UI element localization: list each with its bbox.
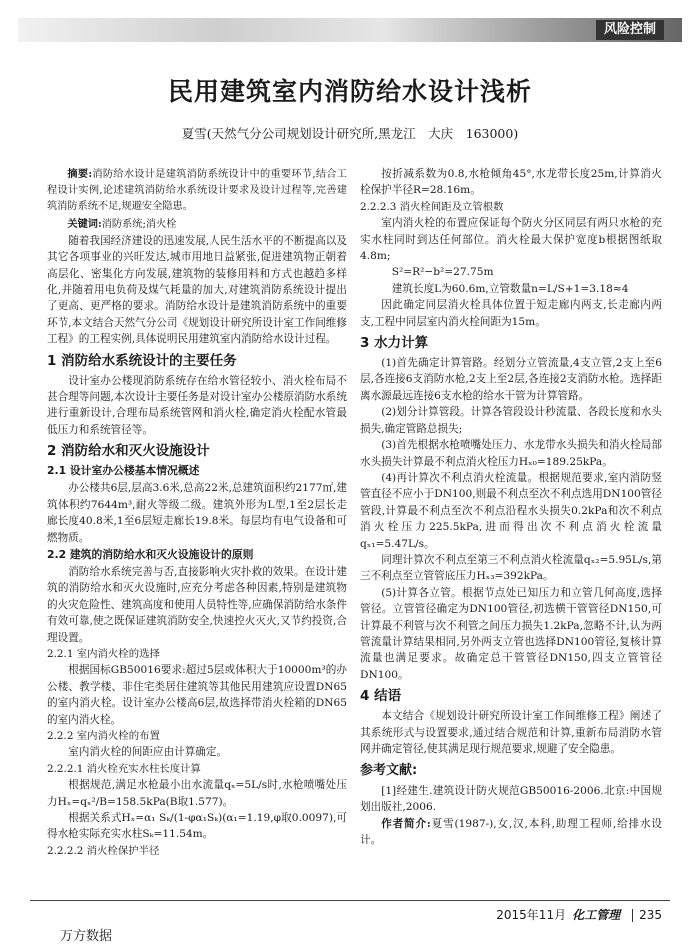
- abstract: [47, 166, 347, 216]
- right-column: [360, 166, 662, 848]
- bio-text: 夏雪(1987-),女,汉,本科,助理工程师,给排水设计。: [360, 817, 662, 847]
- section-3-heading: 3 水力计算: [360, 335, 429, 352]
- section-2-2-2-1-text1: 根据规范,满足水枪最小出水流量qₓ=5L/s时,水枪喷嘴处压力Hₓ=qₓ²/B=158.5kPa(B取1.577)。: [47, 779, 347, 808]
- section-2-1-heading: 2.1 设计室办公楼基本情况概述: [47, 464, 200, 478]
- section-2-heading: 2 消防给水和灭火设施设计: [47, 443, 210, 460]
- calc-step-4b: 同理计算次不利点至第三不利点消火栓流量qₓ₂=5.95L/s,第三不利点至立管管底压力Hₓ₃=392kPa。: [360, 553, 662, 583]
- calc-step-5: (5)计算各立管。根据节点处已知压力和立管几何高度,选择管径。立管管径确定为DN100管径,初选横干管管径DN150,可计算最不利管与次不利管之间压力损失1.2kPa,忽略不计,认为两管流量计算结果相同,另外两支立管也选择DN100管径,复核计算流量也满足要求。故确定总干管管径DN150,四支立管管径DN100。: [360, 586, 662, 681]
- spacing-formula: S²=R²−b²=27.75m: [391, 266, 494, 279]
- footer-rule: [30, 900, 670, 901]
- calc-step-3: (3)首先根据水枪喷嘴处压力、水龙带水头损失和消火栓局部水头损失计算最不利点消火栓压力Hₓ₀=189.25kPa。: [360, 439, 662, 468]
- header-band: [18, 18, 682, 42]
- abstract-label: 摘要:: [67, 168, 93, 180]
- section-2-2-2-1-text2: 根据关系式Hₓ=α₁ Sₖ/(1-φα₁Sₖ)(α₁=1.19,φ取0.0097),可得水枪实际充实水柱Sₖ=11.54m。: [47, 812, 347, 841]
- section-2-2-1-heading: 2.2.1 室内消火栓的选择: [47, 647, 160, 660]
- hydrant-spacing-conclusion: 因此确定同层消火栓具体位置于短走廊内两支,长走廊内两支,工程中同层室内消火栓间距为15m。: [360, 299, 662, 328]
- section-2-2-2-1-heading: 2.2.2.1 消火栓充实水柱长度计算: [47, 762, 201, 775]
- issue-date: 2015年11月: [496, 908, 567, 922]
- section-2-2-2-text: 室内消火栓的间距应由计算确定。: [68, 746, 228, 759]
- section-4-heading: 4 结语: [360, 688, 402, 705]
- section-2-1-text: 办公楼共6层,层高3.6米,总高22米,总建筑面积约2177㎡,建筑体积约7644m³,耐火等级二级。建筑外形为L型,1至2层长走廊长度40.8米,1至6层短走廊长19.8米。每层均有电气设备和可燃物质。: [47, 482, 347, 544]
- abstract-text: 消防给水设计是建筑消防系统设计中的重要环节,结合工程设计实例,论述建筑消防给水系统设计要求及设计过程等,完善建筑消防系统不足,规避安全隐患。: [47, 169, 347, 213]
- section-2-2-2-3-heading: 2.2.2.3 消火栓间距及立管根数: [360, 200, 504, 213]
- references-heading: 参考文献:: [360, 763, 418, 779]
- reference-1: [1]经建生.建筑设计防火规范GB50016-2006.北京:中国规划出版社,2006.: [360, 784, 662, 814]
- article-title: 民用建筑室内消防给水设计浅析: [167, 77, 532, 106]
- conclusion-text: 本文结合《规划设计研究所设计室工作间维修工程》阐述了其系统形式与设置要求,通过结合规范和计算,重新布局消防水管网并确定管径,使其满足现行规范要求,规避了安全隐患。: [360, 710, 662, 755]
- section-2-2-1-text: 根据国标GB50016要求:超过5层或体积大于10000m³的办公楼、教学楼、非住宅类居住建筑等其他民用建筑应设置DN65的室内消火栓。设计室办公楼高6层,故选择带消火栓箱的DN65的室内消火栓。: [47, 664, 347, 726]
- calc-step-1: (1)首先确定计算管路。经划分立管流量,4支立管,2支上至6层,各连接6支消防水枪,2支上至2层,各连接2支消防水枪。选择距离水源最远连接6支水枪的给水干管为计算管路。: [360, 357, 662, 402]
- section-tag: 风险控制: [596, 20, 664, 40]
- author-bio: [360, 816, 662, 849]
- section-1-text: 设计室办公楼现消防系统存在给水管径较小、消火栓布局不甚合理等问题,本次设计主要任务是对设计室办公楼原消防水系统进行重新设计,合理布局系统管网和消火栓,确定消火栓配水管最低压力和系统管径等。: [47, 374, 347, 436]
- left-column: [47, 166, 347, 859]
- footer-separator: [632, 909, 633, 922]
- section-2-2-text: 消防给水系统完善与否,直接影响火灾扑救的效果。在设计建筑的消防给水和灭火设施时,应充分考虑各种因素,特别是建筑物的火灾危险性、建筑高度和使用人员特性等,应确保消防给水条件有效可靠,使之既保证建筑消防安全,快速控火灭火,又节约投资,合理设置。: [47, 565, 347, 644]
- calc-step-4: (4)再计算次不利点消火栓流量。根据规范要求,室内消防竖管直径不应小于DN100,则最不利点至次不利点选用DN100管径管段,计算最不利点至次不利点沿程水头损失0.2kPa和次不利点消火栓压力225.5kPa,进而得出次不利点消火栓流量qₓ₁=5.47L/s。: [360, 471, 662, 550]
- riser-count-formula: 建筑长度L为60.6m,立管数量n=L/S+1=3.18≈4: [391, 282, 629, 295]
- intro-paragraph: 随着我国经济建设的迅速发展,人民生活水平的不断提高以及其它各项事业的兴旺发达,城市用地日益紧张,促进建筑物正朝着高层化、密集化方向发展,建筑物的装修用料和方式也越趋多样化,并随着用电负荷及煤气耗量的加大,对建筑消防系统设计提出了更高、更严格的要求。消防给水设计是建筑消防系统中的重要环节,本文结合天然气分公司《规划设计研究所设计室工作间维修工程》的工程实例,具体说明民用建筑室内消防给水设计过程。: [47, 234, 347, 346]
- protection-radius-text: 按折减系数为0.8,水枪倾角45°,水龙带长度25m,计算消火栓保护半径R=28.16m。: [360, 168, 662, 197]
- keywords-label: 关键词:: [67, 217, 102, 230]
- hydrant-layout-text: 室内消火栓的布置应保证每个防火分区同层有两只水枪的充实水柱同时到达任何部位。消火栓最大保护宽度b根据图纸取4.8m;: [360, 217, 662, 263]
- page-footer: [496, 906, 662, 923]
- section-1-heading: 1 消防给水系统设计的主要任务: [47, 352, 237, 369]
- section-2-2-2-2-heading: 2.2.2.2 消火栓保护半径: [47, 844, 160, 857]
- page-number: 235: [639, 908, 662, 922]
- bio-label: 作者简介:: [381, 817, 431, 830]
- watermark: 万方数据: [60, 929, 113, 944]
- keywords: [47, 216, 347, 233]
- calc-step-2: (2)划分计算管段。计算各管段设计秒流量、各段长度和水头损失,确定管路总损失;: [360, 406, 662, 435]
- keywords-text: 消防系统;消火栓: [101, 218, 177, 230]
- journal-name: 化工管理: [572, 908, 621, 922]
- author-line: 夏雪(天然气分公司规划设计研究所,黑龙江 大庆 163000): [181, 126, 519, 141]
- section-2-2-2-heading: 2.2.2 室内消火栓的布置: [47, 729, 160, 742]
- section-2-2-heading: 2.2 建筑的消防给水和灭火设施设计的原则: [47, 547, 254, 561]
